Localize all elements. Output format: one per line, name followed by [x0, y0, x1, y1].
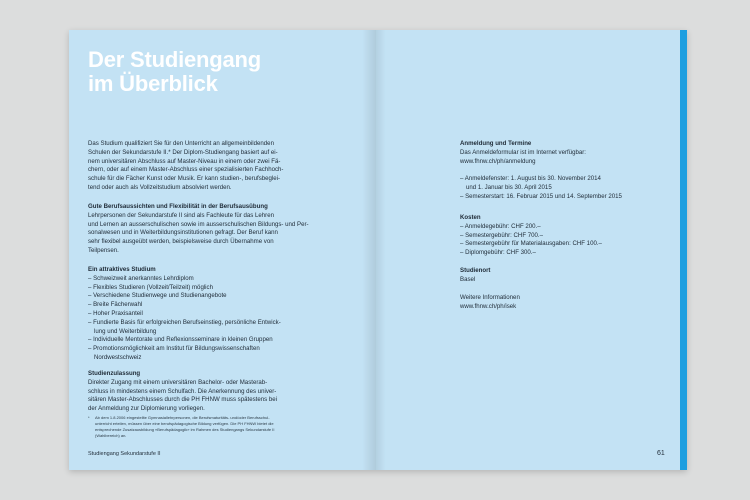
page-number: 61 — [657, 450, 665, 457]
intro-paragraph — [88, 140, 358, 193]
list-item: – Flexibles Studieren (Vollzeit/Teilzeit) möglich — [88, 283, 213, 291]
footnote-line: (Wahlbereich) an. — [95, 433, 127, 438]
admission-line: Direkter Zugang mit einem universitären Bachelor- oder Masterab- — [88, 378, 268, 386]
intro-line: Das Studium qualifiziert Sie für den Unterricht an allgemeinbildenden — [88, 140, 274, 147]
gutter-shadow — [376, 30, 386, 470]
admission-section — [88, 370, 358, 414]
costs-title: Kosten — [460, 214, 481, 221]
list-item: – Verschiedene Studienwege und Studienangebote — [88, 292, 227, 300]
admission-line: sitären Master-Abschlusses durch die PH FHNW muss spätestens bei — [88, 396, 277, 404]
admission-title: Studienzulassung — [88, 370, 141, 377]
admission-line: schluss in mindestens einem Schulfach. Die Anerkennung des univer- — [88, 387, 277, 395]
registration-window: und 1. Januar bis 30. April 2015 — [466, 183, 552, 191]
heading-line-2: im Überblick — [88, 71, 218, 96]
intro-line: tend oder auch als Vollzeitstudium absolviert werden. — [88, 183, 232, 191]
costs-section — [460, 214, 670, 258]
list-item: – Fundierte Basis für erfolgreichen Berufseinstieg, persönliche Entwick- — [88, 318, 281, 326]
career-section — [88, 203, 358, 256]
list-item: – Schweizweit anerkanntes Lehrdiplom — [88, 274, 194, 282]
career-line: sonalwesen und in Weiterbildungsinstitutionen gefragt. Der Beruf kann — [88, 229, 278, 237]
list-item: – Individuelle Mentorate und Reflexionsseminare in kleinen Gruppen — [88, 336, 273, 344]
registration-section — [460, 140, 670, 202]
accent-edge-bar — [680, 30, 687, 470]
semester-start: – Semesterstart: 16. Februar 2015 und 14. September 2015 — [460, 192, 622, 200]
left-page — [69, 30, 376, 470]
cost-item: – Semestergebühr für Materialausgaben: CHF 100.– — [460, 240, 602, 248]
more-info-title: Weitere Informationen — [460, 294, 520, 301]
more-info-url: www.fhnw.ch/ph/isek — [460, 302, 517, 310]
brochure-spread — [69, 30, 687, 470]
cost-item: – Anmeldegebühr: CHF 200.– — [460, 222, 541, 230]
list-item: Nordwestschweiz — [94, 353, 142, 361]
registration-url: www.fhnw.ch/ph/anmeldung — [460, 157, 536, 165]
career-line: Lehrpersonen der Sekundarstufe II sind als Fachleute für das Lehren — [88, 211, 274, 219]
admission-line: der Anmeldung zur Diplomierung vorliegen. — [88, 405, 205, 413]
intro-line: Schulen der Sekundarstufe II.* Der Diplom-Studiengang basiert auf ei- — [88, 148, 278, 156]
list-item: – Hoher Praxisanteil — [88, 309, 143, 317]
footnote-line: unterricht erteilen, müssen über eine berufspädagogische Bildung verfügen. Die PH FHNW bietet die — [95, 421, 274, 426]
footnote-line: Ab dem 1.8.2006 eingestellte Gymnasiallehrpersonen, die Berufsmaturitäts- und/oder Berufsschul- — [95, 415, 270, 420]
gutter-shadow — [362, 30, 376, 470]
career-line: Teilpensen. — [88, 246, 119, 254]
footnote-line: entsprechende Zusatzausbildung «Berufspädagogik» im Rahmen des Studiengangs Sekundarstufe II — [95, 427, 275, 432]
list-item: – Promotionsmöglichkeit am Institut für Bildungswissenschaften — [88, 345, 260, 353]
intro-line: nem universitären Abschluss auf Master-Niveau in einem oder zwei Fä- — [88, 157, 281, 165]
attractive-section — [88, 266, 358, 363]
registration-line: Das Anmeldeformular ist im Internet verfügbar: — [460, 148, 586, 156]
location-value: Basel — [460, 275, 476, 283]
page-heading — [88, 48, 261, 96]
registration-window: – Anmeldefenster: 1. August bis 30. November 2014 — [460, 175, 601, 183]
career-line: sehr flexibel ausgeübt werden, beispielsweise durch Übernahme von — [88, 238, 274, 246]
intro-line: schule für die Fächer Kunst oder Musik. Er kann studien-, berufsbeglei- — [88, 175, 281, 183]
location-section — [460, 267, 670, 285]
attractive-title: Ein attraktives Studium — [88, 266, 156, 273]
cost-item: – Diplomgebühr: CHF 300.– — [460, 249, 536, 257]
cost-item: – Semestergebühr: CHF 700.– — [460, 231, 543, 239]
attractive-list — [88, 275, 358, 363]
right-page — [376, 30, 687, 470]
running-footer: Studiengang Sekundarstufe II — [88, 451, 161, 457]
career-title: Gute Berufsaussichten und Flexibilität in der Berufsausübung — [88, 203, 268, 210]
registration-title: Anmeldung und Termine — [460, 140, 532, 147]
footnote-mark: * — [88, 415, 90, 420]
list-item: – Breite Fächerwahl — [88, 301, 143, 309]
career-line: und Lernen an ausserschulischen sowie im ausserschulischen Bildungs- und Per- — [88, 220, 309, 228]
more-info-section — [460, 294, 670, 312]
heading-line-1: Der Studiengang — [88, 47, 262, 72]
location-title: Studienort — [460, 267, 491, 274]
list-item: lung und Weiterbildung — [94, 327, 157, 335]
intro-line: chern, oder auf einem Master-Abschluss einer spezialisierten Fachhoch- — [88, 166, 284, 174]
footnote — [88, 415, 333, 439]
